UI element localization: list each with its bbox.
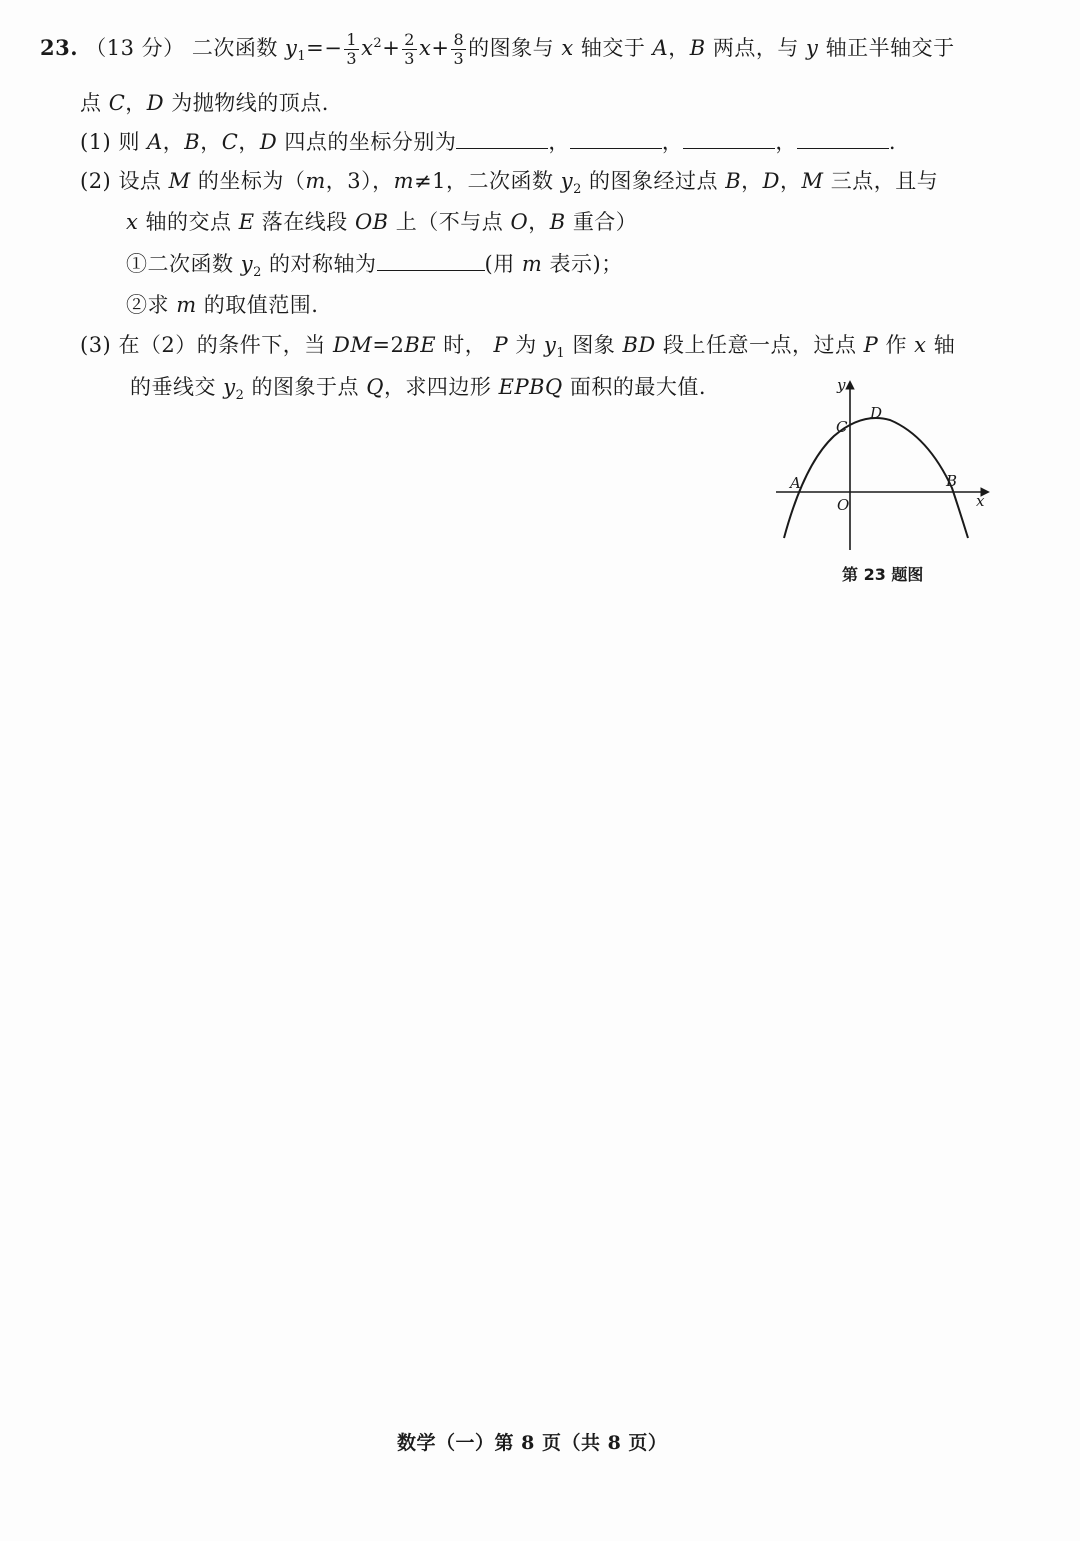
- point-b: B: [725, 169, 742, 193]
- comma: ，: [162, 130, 185, 154]
- text: ②求: [126, 293, 169, 317]
- part-2-label: (2): [80, 169, 112, 193]
- point-q: Q: [366, 375, 384, 399]
- part-2-line-1: [80, 167, 938, 204]
- var-y: y: [223, 375, 236, 399]
- frac-num: 2: [404, 30, 415, 49]
- text: 轴: [933, 333, 956, 357]
- text: 为抛物线的顶点.: [171, 91, 329, 115]
- point-c: C: [221, 130, 239, 154]
- label-o: O: [837, 496, 850, 514]
- var-y: y: [560, 169, 574, 193]
- problem-points: （13 分）: [85, 36, 185, 60]
- comma: ，: [668, 36, 690, 60]
- problem-line-1: [40, 24, 955, 77]
- sub-2: 2: [573, 182, 582, 197]
- frac-den: 3: [404, 49, 415, 68]
- plus: +: [382, 36, 401, 60]
- text: 轴交于: [580, 36, 646, 60]
- page-footer: 数学（一）第 8 页（共 8 页）: [397, 1432, 668, 1454]
- point-a: A: [147, 130, 163, 154]
- text: 的取值范围.: [203, 293, 319, 317]
- text: ≠1，二次函数: [414, 169, 554, 193]
- equals-minus: =−: [306, 36, 343, 60]
- text: 段上任意一点，过点: [662, 333, 857, 357]
- text: 重合）: [572, 210, 638, 234]
- answer-blank-b[interactable]: [570, 128, 662, 149]
- fraction-2: [402, 31, 417, 68]
- var-x: x: [418, 36, 432, 60]
- text: 为: [515, 333, 537, 357]
- var-y: y: [543, 333, 557, 357]
- point-m: M: [168, 169, 191, 193]
- text: 四点的坐标分别为: [284, 130, 457, 154]
- part-2-line-2: [126, 208, 637, 236]
- sub-1: 1: [297, 49, 307, 64]
- comma: ，: [125, 91, 147, 115]
- problem-line-2: [80, 89, 329, 117]
- var-m: m: [393, 169, 415, 193]
- text: 上（不与点: [395, 210, 504, 234]
- var-m: m: [305, 169, 326, 193]
- comma: ，: [741, 169, 763, 193]
- text: 的图象经过点: [589, 169, 719, 193]
- var-x: x: [561, 36, 574, 60]
- text: 的对称轴为: [269, 252, 377, 276]
- text: 的图象与: [468, 36, 555, 60]
- frac-num: 8: [453, 30, 465, 49]
- text: 设点: [118, 169, 162, 193]
- point-p: P: [863, 333, 879, 357]
- point-b: B: [689, 36, 706, 60]
- figure-caption: 第 23 题图: [842, 565, 924, 584]
- frac-num: 1: [346, 30, 358, 49]
- text: 在（2）的条件下，当: [118, 333, 326, 357]
- var-y: y: [806, 36, 819, 60]
- text: 作: [885, 333, 907, 357]
- var-x: x: [126, 210, 139, 234]
- parabola-curve: [784, 418, 968, 538]
- text: 的坐标为（: [197, 169, 306, 193]
- problem-number: 23.: [40, 35, 79, 60]
- square: 2: [373, 36, 383, 51]
- point-c: C: [108, 91, 126, 115]
- text: 二次函数: [191, 36, 278, 60]
- label-a: A: [790, 474, 801, 492]
- point-p: P: [493, 333, 509, 357]
- text: ，3），: [325, 169, 394, 193]
- text: 的垂线交: [130, 375, 216, 399]
- part-3-line-2: [130, 373, 706, 410]
- part-3-label: (3): [80, 333, 112, 357]
- point-b: B: [184, 130, 201, 154]
- point-d: D: [259, 130, 278, 154]
- text: 轴的交点: [145, 210, 232, 234]
- text: 点: [80, 91, 102, 115]
- answer-blank-axis[interactable]: [377, 250, 485, 271]
- part-1-label: (1): [80, 130, 112, 154]
- sub-1: 1: [556, 346, 566, 361]
- label-b: B: [946, 472, 958, 490]
- point-d: D: [762, 169, 781, 193]
- subquestion-1: [126, 250, 623, 287]
- var-y: y: [285, 36, 298, 60]
- comma: ，: [200, 130, 222, 154]
- segment-ob: OB: [354, 210, 389, 234]
- text: 图象: [572, 333, 616, 357]
- comma: ，: [548, 130, 570, 154]
- period: .: [888, 130, 897, 154]
- quad-epbq: EPBQ: [498, 375, 563, 399]
- text: 面积的最大值.: [569, 375, 707, 399]
- text: ，求四边形: [383, 375, 492, 399]
- var-m: m: [521, 252, 543, 276]
- var-y: y: [240, 252, 254, 276]
- point-e: E: [238, 210, 255, 234]
- text: 落在线段: [261, 210, 348, 234]
- text: 两点，与: [712, 36, 799, 60]
- text: 表示)；: [549, 252, 623, 276]
- comma: ，: [661, 130, 684, 154]
- sub-2: 2: [253, 265, 262, 280]
- sub-2: 2: [235, 388, 245, 403]
- point-o: O: [510, 210, 529, 234]
- answer-blank-c[interactable]: [683, 128, 775, 149]
- part-3-line-1: [80, 331, 955, 368]
- comma: ，: [780, 169, 802, 193]
- label-d: D: [870, 404, 883, 422]
- segment-bd: BD: [622, 333, 656, 357]
- frac-den: 3: [453, 49, 465, 68]
- comma: ，: [775, 130, 797, 154]
- part-1-line: [80, 128, 896, 156]
- text: 则: [118, 130, 140, 154]
- segment-dm: DM: [333, 333, 373, 357]
- comma: ，: [238, 130, 260, 154]
- text: 时，: [443, 333, 487, 357]
- label-x: x: [976, 492, 985, 510]
- var-m: m: [176, 293, 197, 317]
- plus: +: [431, 36, 450, 60]
- text: ①二次函数: [126, 252, 234, 276]
- answer-blank-d[interactable]: [797, 128, 889, 149]
- fraction-3: [451, 31, 466, 68]
- frac-den: 3: [346, 49, 358, 68]
- point-a: A: [652, 36, 669, 60]
- subquestion-2: [126, 291, 318, 319]
- point-m: M: [801, 169, 824, 193]
- comma: ，: [528, 210, 550, 234]
- fraction-1: [344, 31, 359, 68]
- point-b: B: [549, 210, 566, 234]
- var-x: x: [361, 36, 374, 60]
- var-x: x: [914, 333, 927, 357]
- segment-be: BE: [404, 333, 437, 357]
- text: (用: [484, 252, 515, 276]
- text: 三点，且与: [830, 169, 939, 193]
- text: 的图象于点: [251, 375, 360, 399]
- answer-blank-a[interactable]: [456, 128, 548, 149]
- text: =2: [372, 333, 405, 357]
- label-y: y: [837, 376, 846, 394]
- label-c: C: [836, 418, 848, 436]
- parabola-figure: [770, 372, 1000, 557]
- text: 轴正半轴交于: [825, 36, 955, 60]
- point-d: D: [146, 91, 165, 115]
